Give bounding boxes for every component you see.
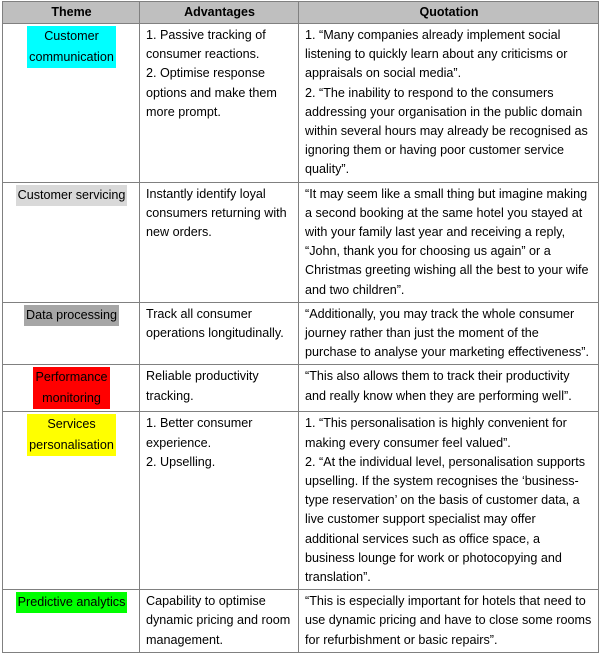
column-header-quotation: Quotation [299, 2, 599, 24]
table-body [3, 24, 599, 653]
theme-label-line: Performance [33, 367, 109, 388]
advantage-item: 2. Upselling. [146, 454, 216, 469]
table-row [3, 412, 599, 590]
theme-cell [3, 302, 140, 365]
advantages-cell [140, 182, 299, 302]
quotation-cell [299, 412, 599, 590]
themes-advantages-quotations-table [2, 1, 599, 653]
table-row [3, 302, 599, 365]
table-row [3, 182, 599, 302]
quotation-cell [299, 24, 599, 183]
quotation-item: “This is especially important for hotels that need to use dynamic pricing and have to close some rooms for refurbishment or basic repairs”. [305, 594, 592, 647]
theme-cell [3, 182, 140, 302]
advantages-cell [140, 365, 299, 412]
table-header [3, 2, 599, 24]
theme-label-line: communication [27, 47, 116, 68]
quotation-item: 1. “Many companies already implement social listening to quickly learn about any criticisms or appraisals on social media”. [305, 28, 568, 81]
theme-label-line: Services [27, 414, 116, 435]
advantage-item: Reliable productivity tracking. [146, 369, 259, 403]
theme-label-line: Data processing [24, 305, 119, 326]
advantage-item: 1. Better consumer experience. [146, 416, 253, 450]
quotation-item: “This also allows them to track their productivity and really know when they are performing well”. [305, 369, 572, 403]
theme-label-line: personalisation [27, 435, 116, 456]
advantages-cell [140, 24, 299, 183]
quotation-item: 2. “The inability to respond to the consumers addressing your organisation in the public domain within several hours may already be recognised as ignoring them or having poor customer service quality”. [305, 85, 588, 177]
theme-label-line: Predictive analytics [16, 592, 128, 613]
advantages-cell [140, 590, 299, 653]
advantage-item: Capability to optimise dynamic pricing and room management. [146, 594, 291, 647]
quotation-item: 2. “At the individual level, personalisation supports upselling. If the system recognises the ‘business-type reservation’ on the basis of customer data, a live customer support specialist may offer additional services such as office space, a business lounge for work or photocopying and translation”. [305, 454, 586, 585]
quotation-cell [299, 182, 599, 302]
theme-cell [3, 412, 140, 590]
theme-label-line: monitoring [33, 388, 109, 409]
advantage-item: Instantly identify loyal consumers returning with new orders. [146, 186, 287, 240]
theme-label-highlight [27, 414, 116, 456]
table-row [3, 590, 599, 653]
theme-label-highlight [16, 592, 128, 613]
quotation-item: “It may seem like a small thing but imagine making a second booking at the same hotel you stayed at with your family last year and receiving a reply, “John, thank you for choosing us again” or a Christmas greeting wishing all the best to your wife and two children”. [305, 186, 589, 297]
header-row [3, 2, 599, 24]
column-header-advantages: Advantages [140, 2, 299, 24]
theme-label-highlight [27, 26, 116, 68]
theme-label-highlight [24, 305, 119, 326]
theme-label-highlight [16, 185, 128, 206]
advantages-cell [140, 412, 299, 590]
table-row [3, 365, 599, 412]
quotation-item: 1. “This personalisation is highly convenient for making every consumer feel valued”. [305, 416, 567, 450]
quotation-cell [299, 302, 599, 365]
quotation-item: “Additionally, you may track the whole consumer journey rather than just the moment of the purchase to analyse your marketing effectiveness”. [305, 306, 589, 360]
table-row [3, 24, 599, 183]
quotation-cell [299, 365, 599, 412]
theme-cell [3, 365, 140, 412]
theme-label-line: Customer [27, 26, 116, 47]
advantage-item: 2. Optimise response options and make them more prompt. [146, 66, 277, 119]
column-header-theme: Theme [3, 2, 140, 24]
quotation-cell [299, 590, 599, 653]
advantage-item: 1. Passive tracking of consumer reactions. [146, 28, 266, 62]
theme-cell [3, 24, 140, 183]
theme-cell [3, 590, 140, 653]
advantages-cell [140, 302, 299, 365]
theme-label-highlight [33, 367, 109, 409]
theme-label-line: Customer servicing [16, 185, 128, 206]
advantage-item: Track all consumer operations longitudinally. [146, 306, 284, 341]
